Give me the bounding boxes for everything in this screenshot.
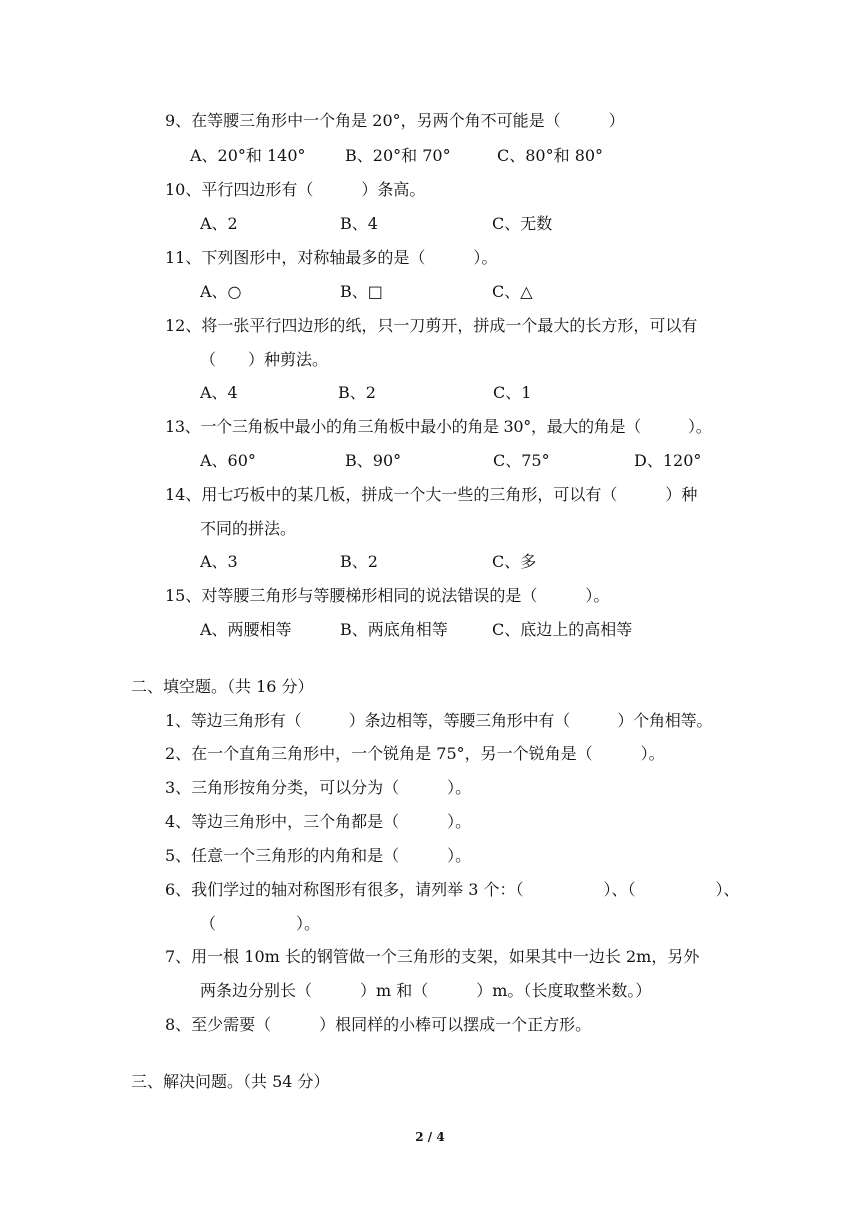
section-2-heading: 二、填空题。（共 16 分） (131, 677, 314, 696)
q13-option-c: C、75° (493, 451, 550, 470)
q13-option-a: A、60° (200, 451, 256, 470)
q11-option-b: B、□ (340, 282, 383, 301)
question-14-cont: 不同的拼法。 (200, 519, 297, 538)
q10-option-c: C、无数 (492, 214, 553, 233)
q10-option-a: A、2 (200, 214, 238, 233)
fill-item-4: 4、等边三角形中，三个角都是（ ）。 (165, 812, 472, 831)
question-10: 10、平行四边形有（ ）条高。 (165, 180, 426, 199)
q13-option-b: B、90° (345, 451, 402, 470)
q9-option-c: C、80°和 80° (497, 146, 604, 165)
fill-item-8: 8、至少需要（ ）根同样的小棒可以摆成一个正方形。 (165, 1015, 592, 1034)
fill-item-5: 5、任意一个三角形的内角和是（ ）。 (165, 846, 472, 865)
question-13: 13、一个三角板中最小的角三角板中最小的角是 30°，最大的角是（ ）。 (165, 417, 712, 436)
fill-item-1: 1、等边三角形有（ ）条边相等，等腰三角形中有（ ）个角相等。 (165, 711, 713, 730)
question-12-cont: （ ）种剪法。 (200, 350, 329, 369)
q12-option-c: C、1 (493, 383, 532, 402)
section-3-heading: 三、解决问题。（共 54 分） (131, 1072, 330, 1091)
question-14: 14、用七巧板中的某几板，拼成一个大一些的三角形，可以有（ ）种 (165, 485, 698, 504)
q15-option-a: A、两腰相等 (200, 620, 292, 639)
q13-option-d: D、120° (634, 451, 702, 470)
q14-option-b: B、2 (340, 552, 378, 571)
q11-option-a: A、○ (200, 282, 242, 301)
q14-option-c: C、多 (492, 552, 537, 571)
q9-option-a: A、20°和 140° (190, 146, 306, 165)
fill-item-7: 7、用一根 10m 长的钢管做一个三角形的支架，如果其中一边长 2m，另外 (165, 947, 700, 966)
q10-option-b: B、4 (340, 214, 378, 233)
q9-option-b: B、20°和 70° (345, 146, 451, 165)
q11-option-c: C、△ (492, 282, 533, 301)
question-15: 15、对等腰三角形与等腰梯形相同的说法错误的是（ ）。 (165, 586, 610, 605)
q15-option-c: C、底边上的高相等 (492, 620, 633, 639)
question-12: 12、将一张平行四边形的纸，只一刀剪开，拼成一个最大的长方形，可以有 (165, 316, 698, 335)
page-number: 2 / 4 (415, 1130, 445, 1144)
fill-item-6: 6、我们学过的轴对称图形有很多，请列举 3 个：（ ）、（ ）、 (165, 880, 740, 899)
q12-option-a: A、4 (200, 383, 238, 402)
q15-option-b: B、两底角相等 (340, 620, 448, 639)
fill-item-7-cont: 两条边分别长（ ）m 和（ ）m。（长度取整米数。） (200, 981, 652, 1000)
fill-item-6-cont: （ ）。 (200, 914, 321, 933)
fill-item-3: 3、三角形按角分类，可以分为（ ）。 (165, 778, 472, 797)
q12-option-b: B、2 (338, 383, 376, 402)
q14-option-a: A、3 (200, 552, 238, 571)
question-9: 9、在等腰三角形中一个角是 20°，另两个角不可能是（ ） (165, 111, 625, 130)
fill-item-2: 2、在一个直角三角形中，一个锐角是 75°，另一个锐角是（ ）。 (165, 744, 665, 763)
question-11: 11、下列图形中，对称轴最多的是（ ）。 (165, 248, 498, 267)
